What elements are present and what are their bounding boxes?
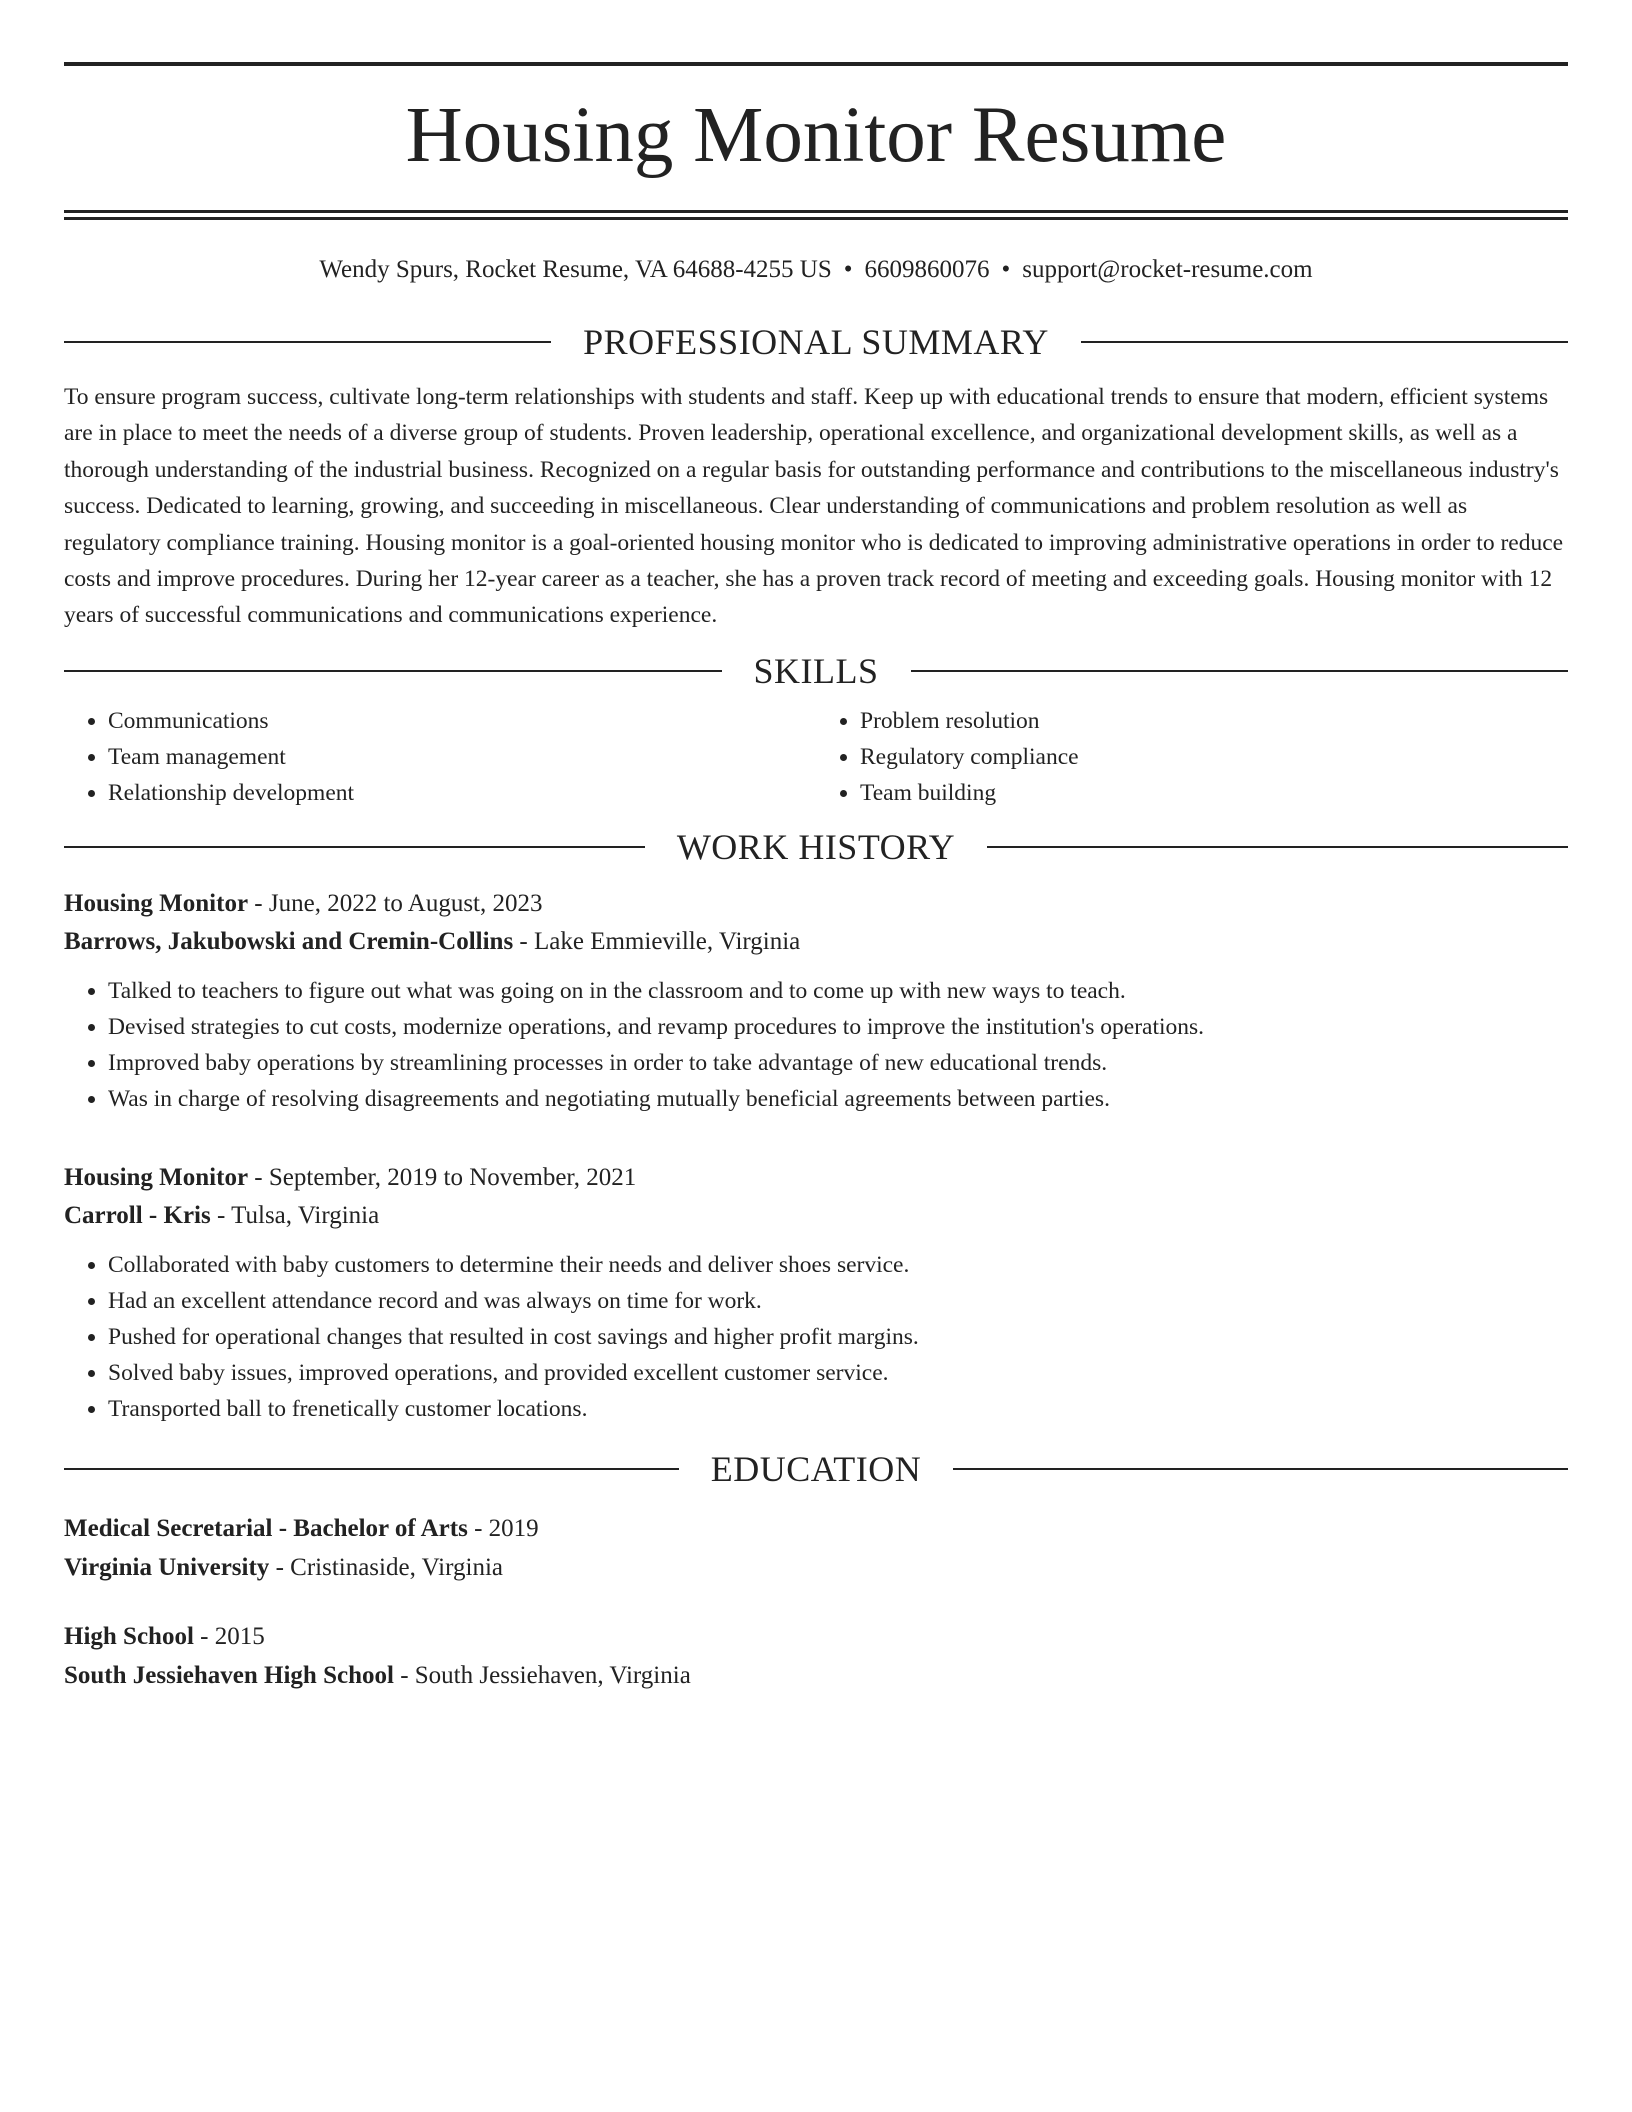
skill-item: • Team management	[108, 739, 816, 775]
job-bullets	[64, 1247, 1568, 1427]
heading-rule-left	[64, 846, 645, 848]
job-company-line	[64, 923, 1568, 961]
education-year: - 2015	[193, 1622, 265, 1650]
education-school: Virginia University	[64, 1553, 270, 1581]
job-company-line	[64, 1197, 1568, 1235]
job-bullet: • Devised strategies to cut costs, modernize operations, and revamp procedures to improve the institution's operations.	[108, 1009, 1568, 1045]
skills-heading-label: SKILLS	[753, 650, 879, 691]
job-bullet: • Transported ball to frenetically customer locations.	[108, 1391, 1568, 1427]
heading-rule-left	[64, 341, 551, 343]
education-school-line	[64, 1548, 1568, 1587]
job-entry	[64, 885, 1568, 1117]
heading-rule-right	[911, 670, 1569, 672]
education-school: South Jessiehaven High School	[64, 1661, 394, 1689]
heading-rule-right	[1081, 341, 1568, 343]
job-bullet: • Collaborated with baby customers to determine their needs and deliver shoes service.	[108, 1247, 1568, 1283]
summary-section-heading	[64, 322, 1568, 362]
job-title: Housing Monitor	[64, 889, 249, 917]
job-dates: - September, 2019 to November, 2021	[248, 1163, 637, 1191]
skill-item: • Team building	[860, 775, 1568, 811]
education-list	[64, 1509, 1568, 1695]
job-bullet: • Talked to teachers to figure out what was going on in the classroom and to come up with new ways to teach.	[108, 973, 1568, 1009]
skill-item: • Communications	[108, 703, 816, 739]
work-history-list	[64, 885, 1568, 1427]
skills-list	[64, 703, 1568, 811]
job-company: Barrows, Jakubowski and Cremin-Collins	[64, 927, 514, 955]
education-degree-line	[64, 1617, 1568, 1656]
contact-address: Wendy Spurs, Rocket Resume, VA 64688-4255 US	[319, 256, 832, 283]
education-degree-line	[64, 1509, 1568, 1548]
education-heading-label: EDUCATION	[710, 1448, 922, 1489]
skill-item: • Problem resolution	[860, 703, 1568, 739]
education-location: - Cristinaside, Virginia	[269, 1553, 503, 1581]
job-bullet: • Pushed for operational changes that resulted in cost savings and higher profit margins.	[108, 1319, 1568, 1355]
contact-phone: 6609860076	[864, 256, 990, 283]
contact-separator: •	[843, 256, 853, 283]
education-location: - South Jessiehaven, Virginia	[393, 1661, 691, 1689]
job-bullet: • Was in charge of resolving disagreements and negotiating mutually beneficial agreements between parties.	[108, 1081, 1568, 1117]
job-company: Carroll - Kris	[64, 1201, 211, 1229]
resume-title: Housing Monitor Resume	[405, 92, 1227, 179]
job-bullet: • Solved baby issues, improved operations, and provided excellent customer service.	[108, 1355, 1568, 1391]
education-section-heading	[64, 1449, 1568, 1489]
job-location: - Lake Emmieville, Virginia	[513, 927, 801, 955]
skill-item: • Relationship development	[108, 775, 816, 811]
contact-separator: •	[1001, 256, 1011, 283]
job-title-line	[64, 885, 1568, 923]
job-title-line	[64, 1159, 1568, 1197]
education-school-line	[64, 1656, 1568, 1695]
contact-line	[64, 254, 1568, 286]
work-section-heading	[64, 827, 1568, 867]
contact-email: support@rocket-resume.com	[1022, 256, 1313, 283]
top-rule	[64, 62, 1568, 66]
job-bullet: • Improved baby operations by streamlining processes in order to take advantage of new educational trends.	[108, 1045, 1568, 1081]
education-entry	[64, 1617, 1568, 1695]
work-heading-label: WORK HISTORY	[676, 826, 956, 867]
summary-text: To ensure program success, cultivate long-term relationships with students and staff. Keep up with educational trends to ensure that modern, efficient systems are in place to meet the needs of a diverse group of students. Proven leadership, operational excellence, and organizational development skills, as well as a thorough understanding of the industrial business. Recognized on a regular basis for outstanding performance and contributions to the miscellaneous industry's success. Dedicated to learning, growing, and succeeding in miscellaneous. Clear understanding of communications and problem resolution as well as regulatory compliance training. Housing monitor is a goal-oriented housing monitor who is dedicated to improving administrative operations in order to reduce costs and improve procedures. During her 12-year career as a teacher, she has a proven track record of meeting and exceeding goals. Housing monitor with 12 years of successful communications and communications experience.	[64, 384, 1564, 629]
heading-rule-left	[64, 1468, 679, 1470]
skills-section-heading	[64, 651, 1568, 691]
education-degree: High School	[64, 1622, 194, 1650]
education-degree: Medical Secretarial - Bachelor of Arts	[64, 1514, 468, 1542]
skill-item: • Regulatory compliance	[860, 739, 1568, 775]
job-bullet: • Had an excellent attendance record and was always on time for work.	[108, 1283, 1568, 1319]
job-title: Housing Monitor	[64, 1163, 249, 1191]
education-year: - 2019	[467, 1514, 539, 1542]
job-entry	[64, 1159, 1568, 1427]
skills-column-left	[64, 703, 816, 811]
summary-heading-label: PROFESSIONAL SUMMARY	[583, 322, 1049, 362]
skills-column-right	[816, 703, 1568, 811]
education-entry	[64, 1509, 1568, 1587]
heading-rule-right	[987, 846, 1568, 848]
job-location: - Tulsa, Virginia	[210, 1201, 380, 1229]
heading-rule-right	[953, 1468, 1568, 1470]
heading-rule-left	[64, 670, 722, 672]
title-double-rule	[64, 210, 1568, 220]
job-bullets	[64, 973, 1568, 1117]
job-dates: - June, 2022 to August, 2023	[248, 889, 543, 917]
